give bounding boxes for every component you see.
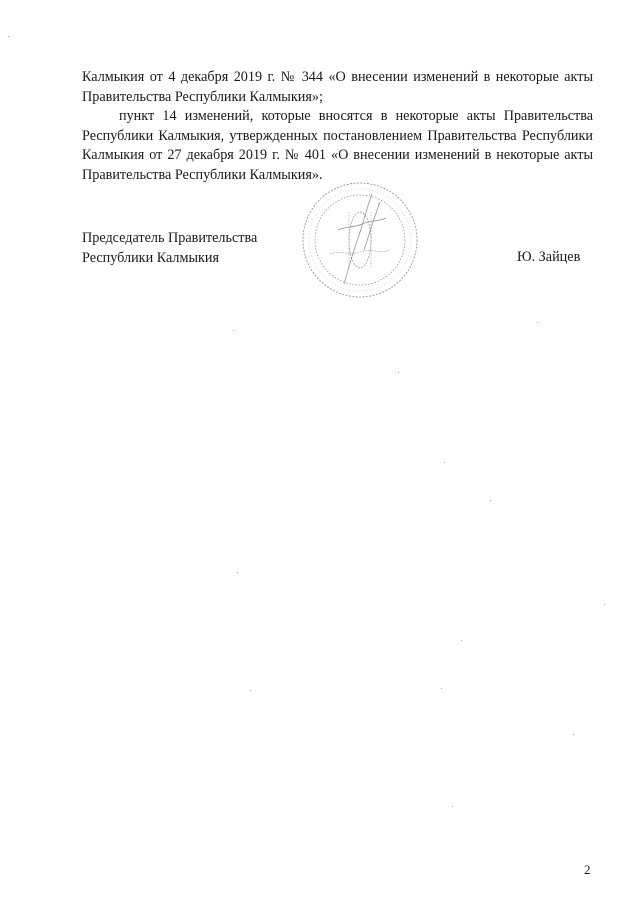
seal-emblem [349, 212, 371, 268]
scan-speck [444, 462, 445, 463]
scan-speck [537, 322, 538, 323]
scan-speck [398, 372, 399, 373]
scan-speck [452, 806, 453, 807]
signer-position-line2: Республики Калмыкия [82, 249, 220, 266]
scan-speck [237, 572, 238, 573]
body-text [82, 68, 593, 185]
signer-position-line1: Председатель Правительства [82, 230, 258, 246]
scan-speck [250, 690, 251, 691]
seal-inner-ring [315, 195, 405, 285]
paragraph-item-14: пункт 14 изменений, которые вносятся в некоторые акты Правительства Республики Калмыкия, утвержденных постановлением Правительства Республики Калмыкия от 27 декабря 2019 г. № 401 «О внесении изменений в некоторые акты Правительства Республики Калмыкия». [82, 108, 593, 183]
scan-speck [490, 500, 491, 501]
official-seal-stamp [300, 180, 420, 300]
signer-name: Ю. Зайцев [517, 249, 581, 265]
scan-speck [8, 36, 9, 37]
page-number: 2 [584, 862, 591, 877]
signature-block [82, 229, 257, 268]
paragraph-continuation: Калмыкия от 4 декабря 2019 г. № 344 «О внесении изменений в некоторые акты Правительства Республики Калмыкия»; [82, 69, 593, 105]
scan-speck [461, 640, 462, 641]
scan-speck [441, 688, 442, 689]
scan-speck [573, 734, 574, 735]
seal-outer-ring [303, 183, 417, 297]
scan-speck [233, 330, 234, 331]
scan-speck [604, 604, 605, 605]
signature-scribble [338, 194, 386, 284]
